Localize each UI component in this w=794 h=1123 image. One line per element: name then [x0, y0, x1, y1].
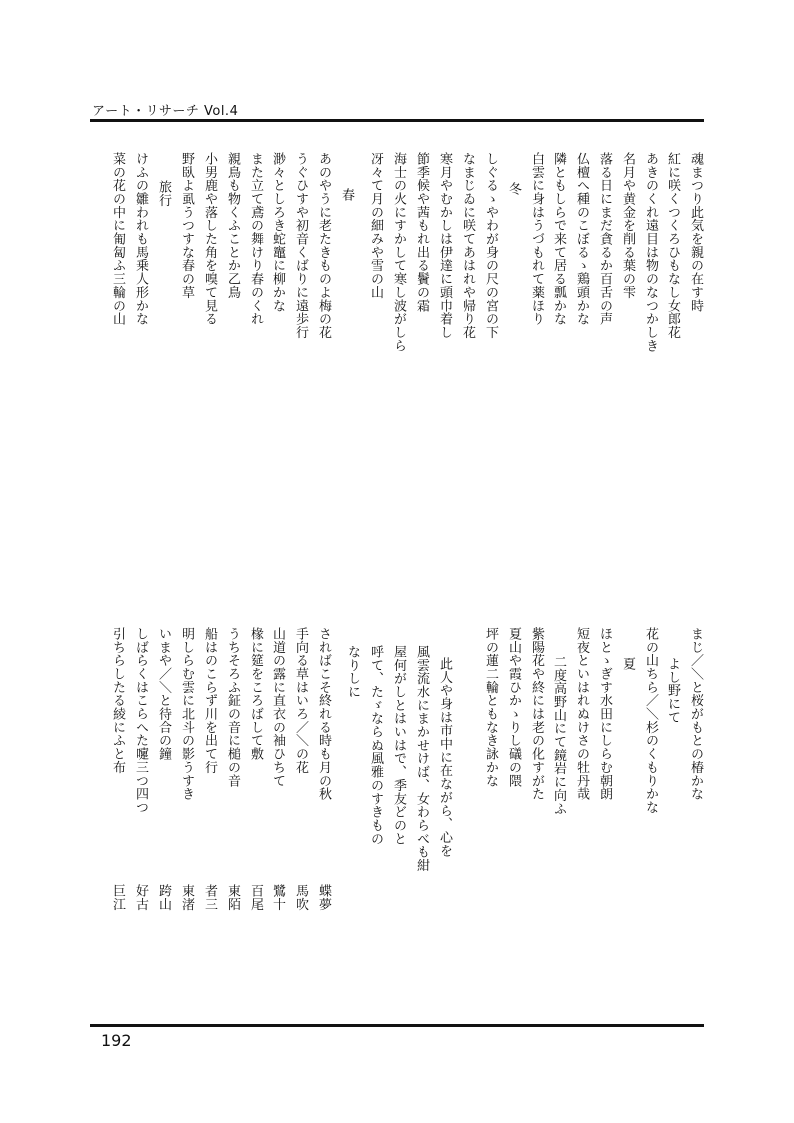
verse-line: ほとゝぎす水田にしらむ朝朗	[597, 627, 612, 801]
author-name: 東陌	[225, 884, 240, 911]
verse-line: うぐひすや初音くばりに遠歩行	[293, 152, 308, 339]
verse-line: また立て鳶の舞けり春のくれ	[248, 152, 263, 326]
verse-line: 坪の蓮二輪ともなき詠かな	[483, 627, 498, 788]
prose-line: なりしに	[345, 645, 360, 699]
author-name: 鷺十	[270, 884, 285, 911]
verse-line: 引ちらしたる綾にふと布	[110, 627, 125, 774]
verse-line: 魂まつり此気を親の在す時	[688, 152, 703, 313]
prose-line: 呼て、たゞならぬ風雅のすきもの	[368, 645, 383, 846]
verse-line: 手向る草はいろ／＼の花	[293, 627, 308, 774]
verse-line: 小男鹿や落した角を嗅て見る	[202, 152, 217, 326]
verse-line: 紅に咲くつくろひもなし女郎花	[665, 152, 680, 339]
verse-line: しぐるゝやわが身の尺の宮の下	[483, 152, 498, 339]
page-number: 192	[101, 1031, 132, 1050]
verse-line: 冴々て月の細みや雪の山	[368, 152, 383, 299]
verse-line: 海士の火にすかして寒し波がしら	[391, 152, 406, 353]
verse-line: いまや／＼と待合の鐘	[156, 627, 171, 761]
verse-line: うちそろふ鉦の音に槌の音	[225, 627, 240, 788]
author-name: 東渚	[179, 884, 194, 911]
verse-line: けふの雛われも馬乗人形かな	[133, 152, 148, 326]
verse-line: 節季候や茜もれ出る鬢の霜	[414, 152, 429, 313]
author-name: 馬吹	[293, 884, 308, 911]
verse-line: あきのくれ遠目は物のなつかしき	[643, 152, 658, 353]
verse-line: 親鳥も物くふことか乙鳥	[225, 152, 240, 299]
verse-line: さればこそ終れる時も月の秋	[316, 627, 331, 801]
verse-line: 夏山や霞ひかゝりし礒の隈	[506, 627, 521, 788]
verse-line: 渺々としろき蛇竈に柳かな	[270, 152, 285, 313]
verse-line: 隣ともしらで来て居る瓢かな	[551, 152, 566, 326]
verse-line: 野臥よ虱うつすな春の草	[179, 152, 194, 299]
verse-line: 椽に筵をころばして敷	[248, 627, 263, 761]
season-heading: 夏	[620, 657, 635, 671]
verse-line: 仏檀へ種のこぼるゝ鶏頭かな	[574, 152, 589, 326]
season-heading: 冬	[506, 182, 521, 196]
prose-line: 風雲流水にまかせけば、女わらべも紺	[414, 645, 429, 872]
verse-line: 菜の花の中に匍匐ふ三輪の山	[110, 152, 125, 326]
verse-line: 明しらむ雲に北斗の影うすき	[179, 627, 194, 801]
author-name: 者三	[202, 884, 217, 911]
author-name: 百尾	[248, 884, 263, 911]
journal-title: アート・リサーチ Vol.4	[92, 104, 239, 119]
section-heading: 旅行	[156, 180, 171, 207]
verse-line: あのやうに老たきものよ梅の花	[316, 152, 331, 339]
verse-line: 名月や黄金を削る葉の雫	[620, 152, 635, 299]
author-name: 跨山	[156, 884, 171, 911]
footer-rule	[90, 1024, 704, 1027]
author-name: 蝶夢	[316, 884, 331, 911]
verse-line: まじ／＼と桜がもとの椿かな	[688, 627, 703, 801]
season-heading: 春	[339, 188, 354, 202]
verse-line: 山道の露に直衣の袖ひちて	[270, 627, 285, 788]
verse-line: 船はのこらず川を出て行	[202, 627, 217, 774]
verse-line: 落る日にまだ貪るか百舌の声	[597, 152, 612, 326]
prose-line: 屋何がしとはいはで、季友どのと	[391, 645, 406, 846]
verse-line: しばらくはこらへた嚔三つ四つ	[133, 627, 148, 814]
author-name: 好古	[133, 884, 148, 911]
verse-prefix: よし野にて	[665, 657, 680, 724]
author-name: 巨江	[110, 884, 125, 911]
verse-line: なまじゐに咲てあはれや帰り花	[460, 152, 475, 339]
verse-line: 寒月やむかしは伊達に頭巾着し	[437, 152, 452, 339]
header-rule	[90, 119, 704, 122]
prose-line: 此人や身は市中に在ながら、心を	[437, 657, 452, 858]
verse-line: 短夜といはれぬけさの牡丹哉	[574, 627, 589, 801]
verse-line: 白雲に身はうづもれて薬ほり	[529, 152, 544, 326]
verse-prefix: 二度高野山にて鏡岩に向ふ	[551, 655, 566, 816]
verse-line: 紫陽花や終には老の化すがた	[529, 627, 544, 801]
verse-line: 花の山ちら／＼杉のくもりかな	[643, 627, 658, 814]
